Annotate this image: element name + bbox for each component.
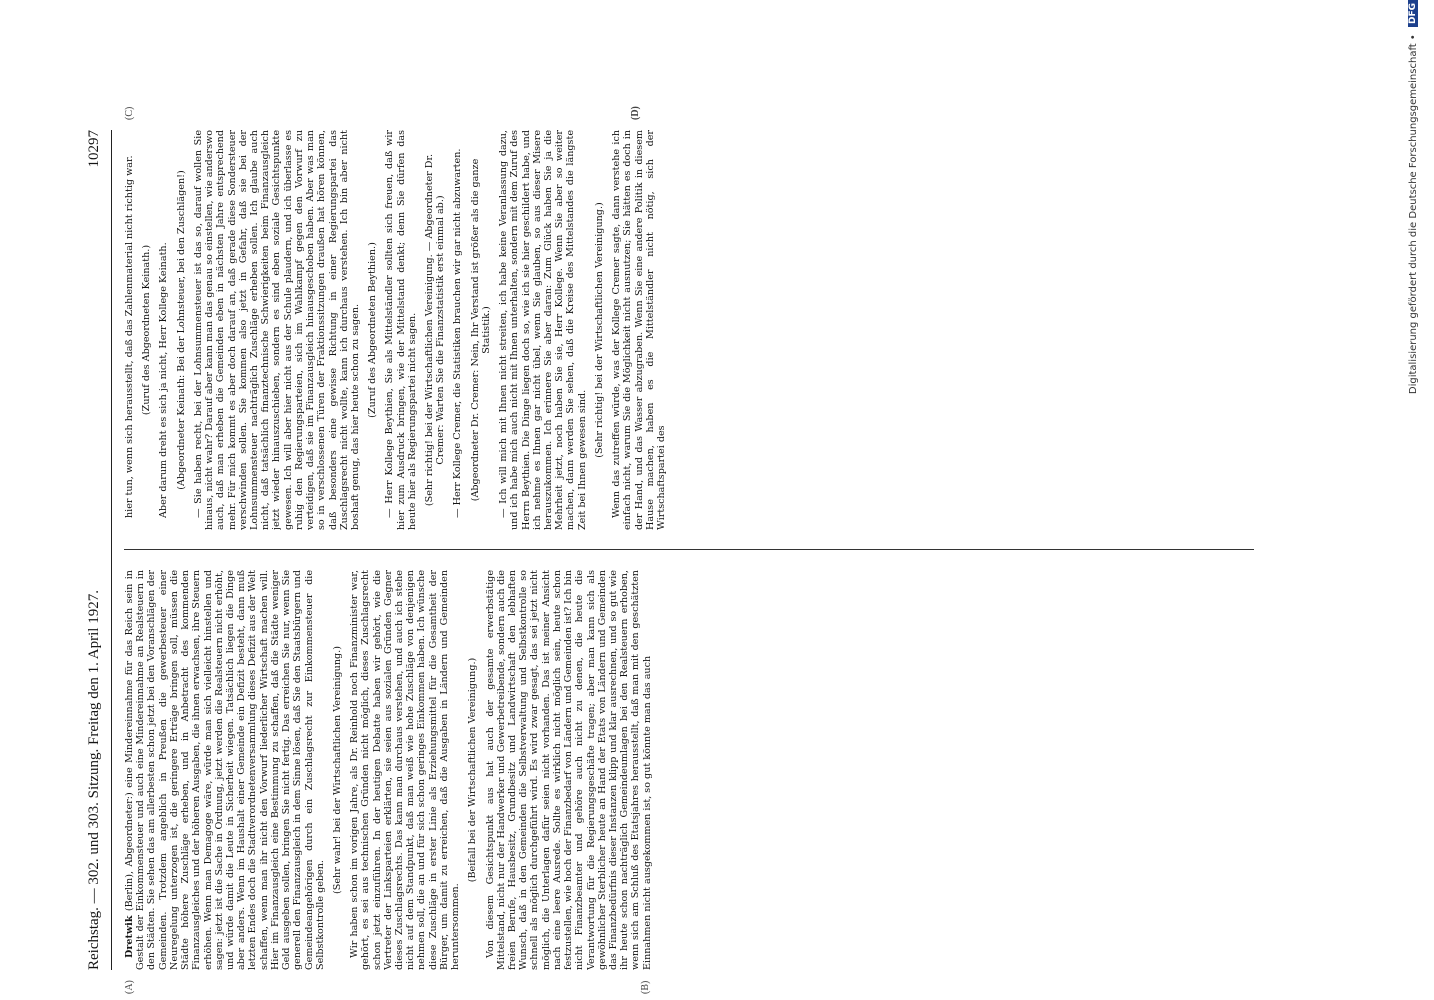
header-rule xyxy=(111,130,112,970)
interjection-text: (Abgeordneter Keinath: Bei der Lohnsteuer, bei den Zuschlägen!) xyxy=(175,170,187,490)
paragraph xyxy=(349,570,461,970)
margin-marker-a: (A) xyxy=(124,980,135,994)
header-title: Reichstag. — 302. und 303. Sitzung. Freitag den 1. April 1927. xyxy=(86,590,102,970)
paragraph xyxy=(124,130,135,530)
interjection xyxy=(470,150,492,510)
speaker-name: Dretwik xyxy=(124,915,135,958)
interjection xyxy=(176,150,187,510)
margin-marker-d: (D) xyxy=(630,106,641,120)
rotated-page-content xyxy=(70,100,1330,1000)
paragraph xyxy=(158,130,169,530)
paragraph-text: — Herr Kollege Cremer, die Statistiken brauchen wir gar nicht abzuwarten. xyxy=(452,148,464,518)
interjection xyxy=(332,590,343,950)
column-divider xyxy=(124,549,1254,550)
interjection-text: (Sehr richtig! bei der Wirtschaftlichen Vereinigung.) xyxy=(593,202,605,458)
interjection-text: (Beifall bei der Wirtschaftlichen Vereinigung.) xyxy=(467,657,479,883)
interjection-text: (Abgeordneter Dr. Cremer: Nein, Ihr Verstand ist größer als die ganze Statistik.) xyxy=(469,158,492,502)
paragraph-text: (Berlin), Abgeordneter:) eine Mindereinnahme für das Reich sein in Gestalt der Einkommensteuer und auch eine Mindereinnahme an Realsteuern in den Städten. Sie sehen das am allerbesten schon jetzt bei den Voranschlägen der Gemeinden. Trotzdem angeblich in Preußen die gewerbesteuer einer Neuregelung unterzogen ist, die geringere Erträge bringen soll, müssen die Städte höhere Zuschläge erheben, und in Anbetracht des kommenden Finanzausgleiches und der höheren Ausgaben, die ihnen erwachsen, ihre Steuern erhöhen. Wenn man Demagoge wäre, würde man sich vielleicht hinstellen und sagen: jetzt ist die Sache in Ordnung, jetzt werden die Realsteuern nicht erhöht, und würde damit die Leute in Sicherheit wiegen. Tatsächlich liegen die Dinge aber anders. Wenn im Haushalt einer Gemeinde ein Defizit besteht, dann muß letzten Endes doch die Stadtverordnetenversammlung dieses Defizit aus der Welt schaffen, wenn man ihr nicht den Vorwurf liederlicher Wirtschaft machen will. Hier im Finanzausgleich eine Bestimmung zu schaffen, daß die Städte weniger Geld ausgeben sollen, bringen Sie nicht fertig. Das erreichen Sie nur, wenn Sie generell den Finanzausgleich in dem Sinne lösen, daß Sie den Staatsbürgern und Gemeindeangehörigen durch ein Zuschlagsrecht zur Einkommensteuer die Selbstkontrolle geben. xyxy=(124,570,326,970)
paragraph xyxy=(452,130,463,530)
paragraph-text: Wenn das zutreffen würde, was der Kollege Cremer sagte, dann verstehe ich einfach nicht, warum Sie die Möglichkeit nicht ausnutzen; Sie hätten es doch in der Hand, und das Wasser abzugraben. Wenn Sie eine andere Politik in diesem Hause machen, haben es die Mittelständler nicht nötig, sich der Wirtschaftspartei des xyxy=(611,130,667,530)
paragraph xyxy=(193,130,361,530)
interjection xyxy=(424,150,446,510)
paragraph xyxy=(498,130,588,530)
interjection xyxy=(367,150,378,510)
paragraph xyxy=(485,570,653,970)
watermark-text: Digitalisierung gefördert durch die Deutsche Forschungsgemeinschaft • xyxy=(1408,34,1419,395)
interjection-text: (Sehr wahr! bei der Wirtschaftlichen Vereinigung.) xyxy=(331,646,343,894)
interjection xyxy=(467,590,478,950)
margin-marker-b: (B) xyxy=(640,980,651,994)
paragraph-text: Aber darum dreht es sich ja nicht, Herr Kollege Keinath. xyxy=(158,242,170,518)
interjection-text: (Zuruf des Abgeordneten Beythien.) xyxy=(367,242,379,418)
dfg-logo: DFG xyxy=(1408,0,1418,27)
interjection xyxy=(141,150,152,510)
margin-marker-c: (C) xyxy=(124,106,135,120)
dfg-watermark xyxy=(1408,0,1428,1000)
paragraph-text: Von diesem Gesichtspunkt aus hat auch der gesamte erwerbstätige Mittelstand, nicht nur der Handwerker und Gewerbetreibende, sondern auch die freien Berufe, Hausbesitz, Grundbesitz und Landwirtschaft den lebhaften Wunsch, daß in den Gemeinden die Selbstverwaltung und Selbstkontrolle so schnell als möglich durchgeführt wird. Es wird zwar gesagt, das sei jetzt nicht möglich, die Unterlagen dafür seien nicht vorhanden. Das ist meiner Ansicht nach eine leere Ausrede. Sollte es wirklich nicht möglich sein, heute schon festzustellen, wie hoch der Finanzbedarf von Ländern und Gemeinden ist? Ich bin nicht Finanzbeamter und gehöre auch nicht zu denen, die heute die Verantwortung für die Regierungsgeschäfte tragen; aber man kann sich als gewöhnlicher Sterblicher heute an Hand der Etats von Ländern und Gemeinden das Finanzbedürfnis dieser Instanzen klipp und klar ausrechnen, und so gut wie ihr heute schon nachträglich Gemeindeumlagen bei den Realsteuern erhoben, wenn sich am Schluß des Etatsjahres herausstellt, daß man mit den geschätzten Einnahmen nicht ausgekommen ist, so gut könnte man das auch xyxy=(484,570,653,970)
interjection-text: (Zuruf des Abgeordneten Keinath.) xyxy=(141,244,153,416)
interjection xyxy=(594,150,605,510)
paragraph xyxy=(384,130,418,530)
page-header xyxy=(86,130,110,970)
right-column xyxy=(124,130,1254,530)
paragraph-text: — Ich will mich mit Ihnen nicht streiten, ich habe keine Veranlassung dazu, und ich habe mich auch nicht mit Ihnen unterhalten, sondern mit dem Zuruf des Herrn Beythien. Die Dinge liegen doch so, wie ich sie hier geschildert habe, und ich nehme es Ihnen gar nicht übel, wenn Sie glauben, so aus dieser Misere herauszukommen. Ich erinnere Sie aber daran: Zum Glück haben Sie ja die Mehrheit jetzt, noch haben Sie sie, Herr Kollege. Wenn Sie aber so weiter machen, dann werden Sie sehen, daß die Kreise des Mittelstandes die längste Zeit bei Ihnen gewesen sind. xyxy=(498,130,588,530)
paragraph-text: hier tun, wenn sich herausstellt, daß das Zahlenmaterial nicht richtig war. xyxy=(124,155,135,518)
page-number: 10297 xyxy=(86,130,102,168)
paragraph-text: — Sie haben recht, bei der Lohnsummensteuer ist das so, darauf wollen Sie hinaus, nicht wahr? Darauf aber kann man das genau so einstellen, wie anderswo auch, daß man erheben die Gemeinden eben in nächsten Jahre entsprechend mehr. Für mich kommt es aber doch darauf an, daß gerade diese Sondersteuer verschwinden sollen. Sie kommen also jetzt in Gefahr, daß sie bei der Lohnsummensteuer nachträglich Zuschläge erheben sollen. Ich glaube auch nicht, daß tatsächlich finanztechnische Schwierigkeiten beim Finanzausgleich jetzt wieder hinauszuschieben, sondern es sind eben soziale Gesichtspunkte gewesen. Ich will aber hier nicht aus der Schule plaudern, und ich überlasse es ruhig den Regierungsparteien, sich im Wahlkampf gegen den Vorwurf zu verteidigen, daß sie im Finanzausgleich hinausgeschoben haben. Aber was man so in verschlossenen Türen der Fraktionssitzungen draußen hat hören können, daß besonders eine gewisse Richtung in einer Regierungspartei das Zuschlagsrecht nicht wollte, kann ich durchaus verstehen. Ich bin aber nicht boshaft genug, das hier heute schon zu sagen. xyxy=(192,130,361,530)
paragraph xyxy=(124,570,326,970)
paragraph-text: — Herr Kollege Beythien, Sie als Mittelständler sollten sich freuen, daß wir hier zum Ausdruck bringen, wie der Mittelstand denkt; denn Sie dürfen das heute hier als Regierungspartei nicht sagen. xyxy=(384,130,418,530)
paragraph xyxy=(611,130,667,530)
paragraph-text: Wir haben schon im vorigen Jahre, als Dr. Reinhold noch Finanzminister war, gehört, es sei aus technischen Gründen nicht möglich, dieses Zuschlagsrecht schon jetzt einzuführen. In der heutigen Debatte haben wir gehört, wie die Vertreter der Linksparteien erklärten, sie seien aus sozialen Gründen Gegner dieses Zuschlagsrechts. Das kann man durchaus verstehen, und auch ich stehe nicht auf dem Standpunkt, daß man weiß wie hohe Zuschläge von denjenigen nehmen soll, die an und für sich schon geringes Einkommen haben. Ich wünsche diese Zuschläge in erster Linie als Erziehungsmittel für die Gesamtheit der Bürger, um damit zu erreichen, daß die Ausgaben in Ländern und Gemeinden heruntersommen. xyxy=(349,570,462,970)
left-column xyxy=(124,570,1254,970)
interjection-text: (Sehr richtig! bei der Wirtschaftlichen Vereinigung. — Abgeordneter Dr. Cremer: Warten Sie die Finanzstatistik erst einmal ab.) xyxy=(424,153,447,507)
